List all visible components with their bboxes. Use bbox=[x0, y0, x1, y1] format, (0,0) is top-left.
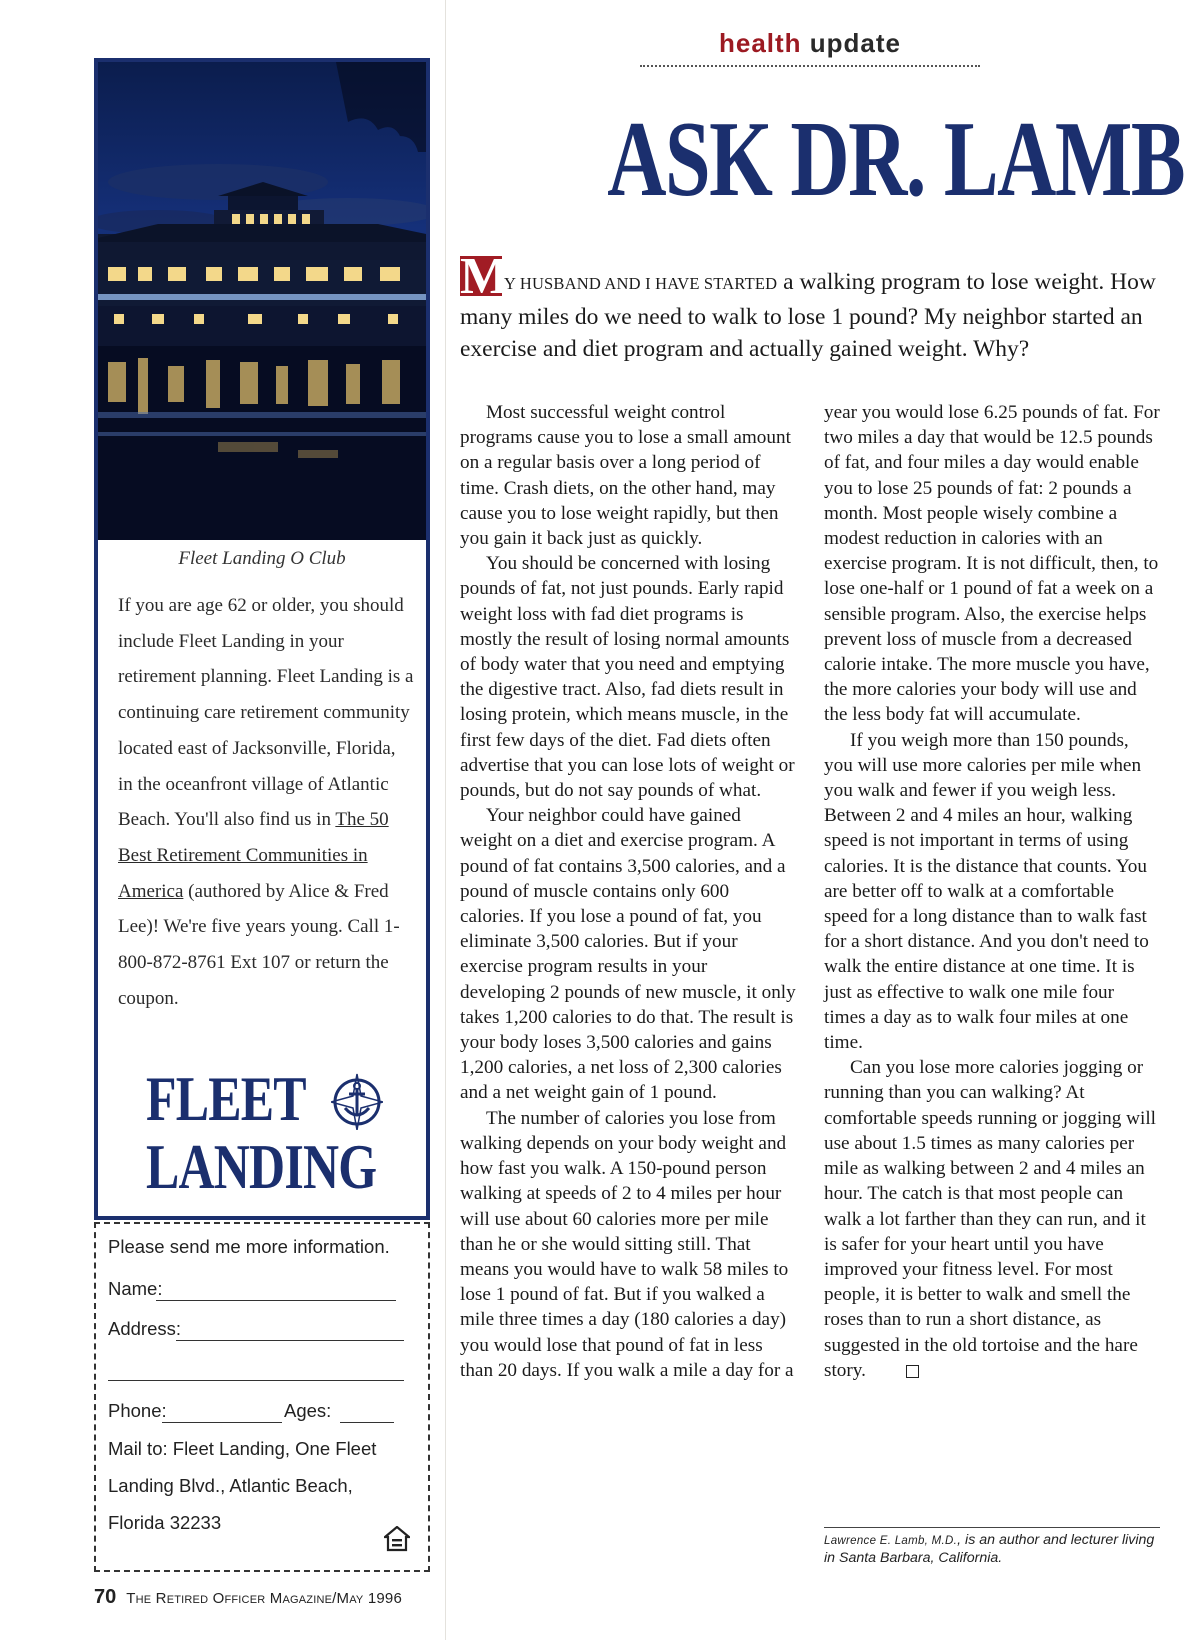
author-bio bbox=[824, 1532, 1160, 1567]
ad-body-post: (authored by Alice & Fred Lee)! We're five years young. Call 1-800-872-8761 Ext 107 or return the coupon. bbox=[118, 880, 400, 1009]
page-number: 70 bbox=[94, 1586, 117, 1608]
ad-photo bbox=[98, 62, 426, 540]
ad-photo-caption: Fleet Landing O Club bbox=[178, 548, 346, 569]
coupon-name-label: Name: bbox=[108, 1278, 163, 1299]
coupon-mail-line1: Mail to: Fleet Landing, One Fleet bbox=[108, 1438, 377, 1459]
page-folio bbox=[94, 1586, 402, 1609]
article-headline: ASK DR. LAMB bbox=[607, 100, 1185, 219]
coupon-name-field[interactable] bbox=[156, 1300, 396, 1301]
info-request-coupon bbox=[94, 1222, 430, 1572]
coupon-address-label: Address: bbox=[108, 1318, 182, 1339]
ad-body-pre: If you are age 62 or older, you should include Fleet Landing in your retirement planning. Fleet Landing is a continuing care retirement community located east of Jacksonville, Florida, in the oceanfront village of Atlantic Beach. You'll also find us in bbox=[118, 595, 414, 831]
fleet-landing-ad bbox=[94, 58, 430, 1220]
question-smallcaps: Y HUSBAND AND I HAVE STARTED bbox=[504, 274, 778, 293]
column2-paragraph-1: If you weigh more than 150 pounds, you will use more calories per mile when you walk and fewer if you weigh less. Between 2 and 4 miles an hour, walking speed is not important in terms of using calories. It is the distance that counts. You are better off to walk at a comfortable speed for a long distance than to walk fast for a short distance. And you don't need to walk the entire distance at one time. It is just as effective to walk one mile four times a day as to walk four miles at one time. bbox=[824, 729, 1149, 1054]
coupon-ages-field[interactable] bbox=[340, 1422, 394, 1423]
coupon-intro: Please send me more information. bbox=[108, 1236, 390, 1257]
reader-question bbox=[460, 266, 1160, 366]
section-dotted-rule bbox=[640, 65, 980, 67]
anchor-compass-emblem-icon bbox=[331, 1072, 383, 1130]
column1-paragraph-2: You should be concerned with losing pounds of fat, not just pounds. Early rapid weight loss with fad diet programs is mostly the result of losing normal amounts of body water that you need and emptying the digestive tract. Also, fad diets result in losing protein, which means muscle, in the first few days of the diet. Fad diets often advertise that you can lose lots of weight or pounds, but do not say pounds of what. bbox=[460, 553, 795, 802]
column2-paragraph-2-text: Can you lose more calories jogging or running than you can walking? At comfortable speeds running or jogging will use about 1.5 times as many calories per mile as walking between 2 and 4 miles an hour. The catch is that most people can walk a lot farther than they can run, and it is safer for your heart until you have improved your fitness level. For most people, it is better to walk and smell the roses than to run a short distance, as suggested in the old tortoise and the hare story. bbox=[824, 1057, 1156, 1381]
article-column-2 bbox=[824, 400, 1160, 1383]
column1-paragraph-4: The number of calories you lose from walking depends on your body weight and how fast you walk. A 150-pound person walking at speeds of 2 to 4 miles per hour will use about 60 calories more per mile than he or she would sitting still. That means you would have to walk 58 miles to lose 1 pound of fat. But if you walked a mile three times a day (180 calories a day) you would lose that pound of fat in less than 20 days. If you walk a mile a day for a bbox=[460, 1107, 794, 1381]
column1-paragraph-1: Most successful weight control programs cause you to lose a small amount on a regular basis over a long period of time. Crash diets, on the other hand, may cause you to lose weight rapidly, but then you gain it back just as quickly. bbox=[460, 402, 791, 550]
publication-line: The Retired Officer Magazine/May 1996 bbox=[126, 1590, 402, 1607]
ad-body-text bbox=[118, 588, 414, 1016]
coupon-ages-label: Ages: bbox=[284, 1400, 332, 1421]
logo-word-fleet: FLEET bbox=[146, 1063, 306, 1134]
section-label-accent: health bbox=[718, 28, 802, 58]
ad-book-title: The 50 Best Retirement Communities in America bbox=[118, 809, 389, 902]
coupon-phone-label: Phone: bbox=[108, 1400, 167, 1421]
logo-word-landing: LANDING bbox=[146, 1131, 377, 1202]
drop-cap-letter: M bbox=[460, 248, 510, 305]
coupon-phone-field[interactable] bbox=[162, 1422, 282, 1423]
bio-author-name: Lawrence E. Lamb, M.D. bbox=[824, 1535, 958, 1547]
column2-paragraph-2 bbox=[824, 1055, 1160, 1383]
coupon-mail-line2: Landing Blvd., Atlantic Beach, bbox=[108, 1475, 353, 1496]
end-mark-icon bbox=[906, 1365, 919, 1378]
bio-rest: , is an author and lecturer living in Santa Barbara, California. bbox=[824, 1532, 1155, 1566]
fleet-landing-logo bbox=[146, 1060, 378, 1210]
bio-rule bbox=[824, 1527, 1160, 1528]
coupon-mail-line3: Florida 32233 bbox=[108, 1512, 222, 1533]
coupon-address-field-line2[interactable] bbox=[108, 1380, 404, 1381]
section-label-rest: update bbox=[801, 28, 902, 58]
equal-housing-icon bbox=[384, 1526, 410, 1552]
question-rest: a walking program to lose weight. How many miles do we need to walk to lose 1 pound? My neighbor started an exercise and diet program and actually gained weight. Why? bbox=[460, 269, 1156, 362]
article-column-1 bbox=[460, 400, 796, 1383]
section-label bbox=[640, 28, 980, 59]
o-club-night-photo bbox=[98, 62, 426, 540]
page-gutter-divider bbox=[445, 0, 446, 1640]
column1-paragraph-3: Your neighbor could have gained weight on a diet and exercise program. A pound of fat contains 3,500 calories, and a pound of muscle contains only 600 calories. If you lose a pound of fat, you eliminate 3,500 calories. But if your exercise program results in your developing 2 pounds of new muscle, it only takes 1,200 calories to do that. The result is your body loses 3,500 calories and gains 1,200 calories, a net loss of 2,300 calories and a net weight gain of 1 pound. bbox=[460, 805, 796, 1104]
coupon-address-field[interactable] bbox=[176, 1340, 404, 1341]
column2-continuation: year you would lose 6.25 pounds of fat. For two miles a day that would be 12.5 pounds of fat, and four miles a day would enable you to lose 25 pounds of fat: 2 pounds a month. Most people wisely combine a modest reduction in calories with an exercise program. It is not difficult, then, to lose one-half or 1 pound of fat a week on a sensible program. Also, the exercise helps prevent loss of muscle from a decreased calorie intake. The more muscle you have, the more calories your body will use and the less body fat will accumulate. bbox=[824, 402, 1160, 726]
